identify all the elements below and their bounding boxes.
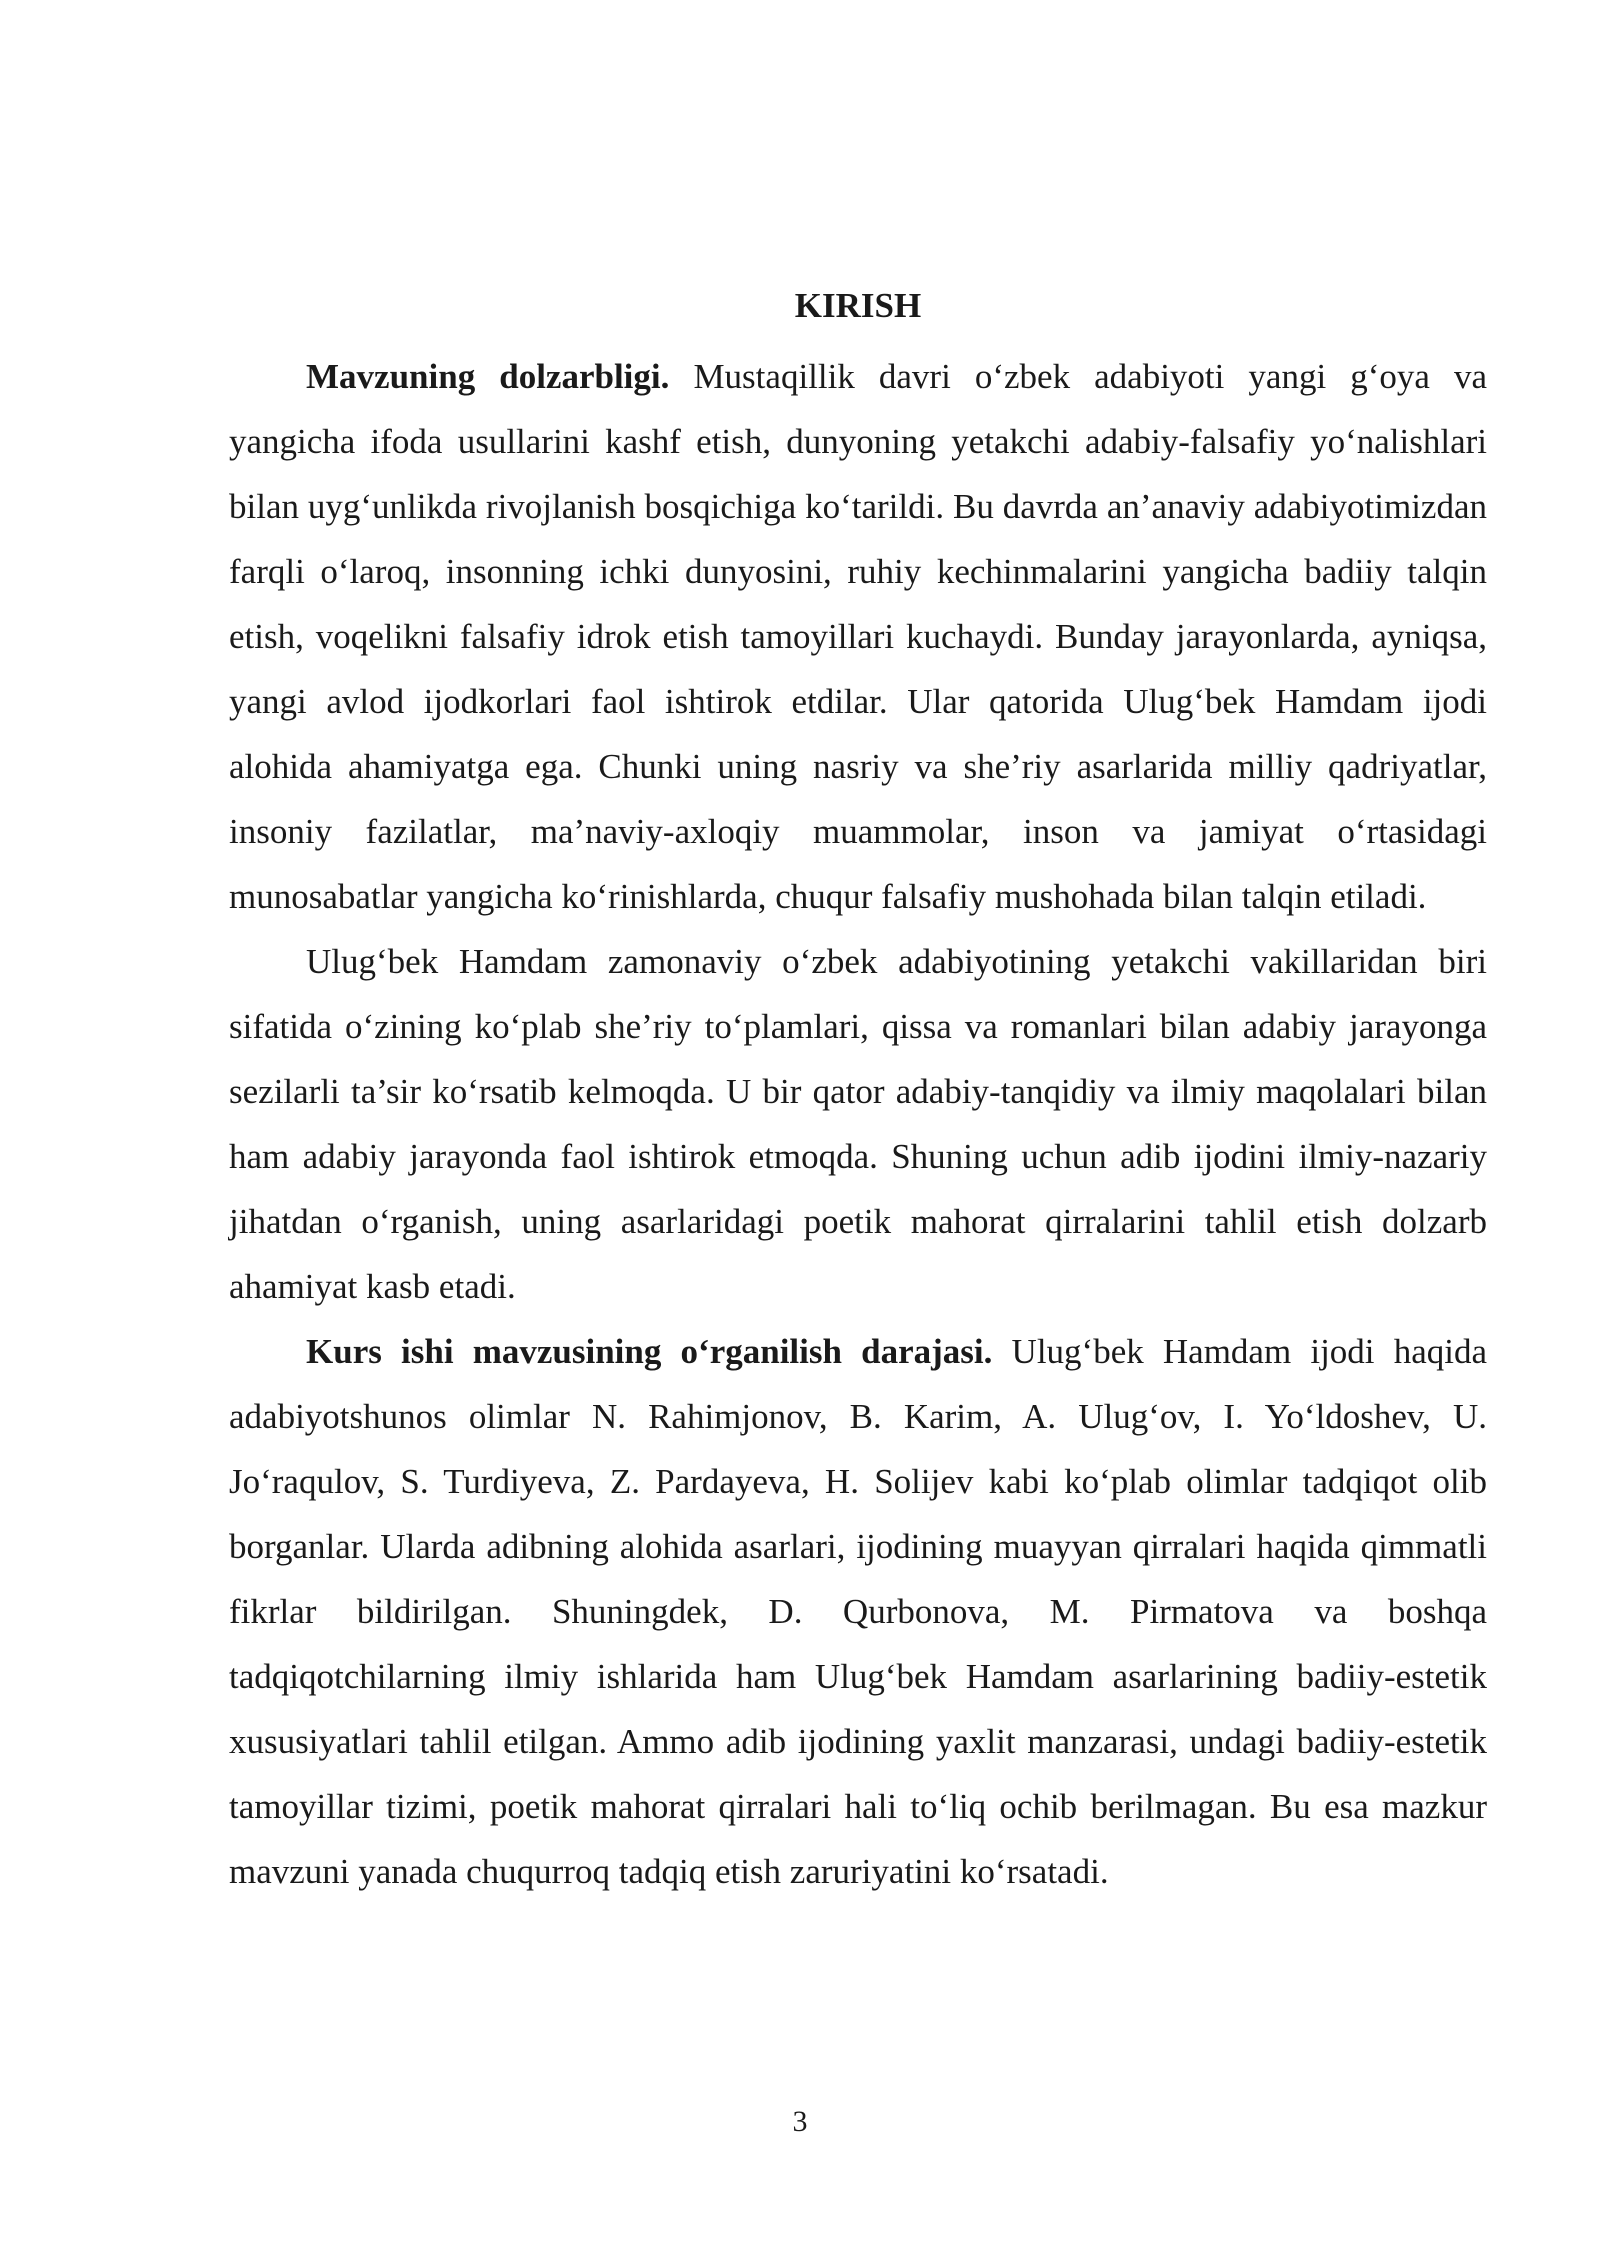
- section-title: KIRISH: [794, 286, 922, 325]
- paragraph-lead: Kurs ishi mavzusining o‘rganilish darajasi.: [306, 1332, 993, 1371]
- paragraph-author: [229, 929, 1487, 1319]
- paragraph-study-level: [229, 1319, 1487, 1904]
- paragraph-text: Ulug‘bek Hamdam zamonaviy o‘zbek adabiyotining yetakchi vakillaridan biri sifatida o‘zining ko‘plab she’riy to‘plamlari, qissa va romanlari bilan adabiy jarayonga sezilarli ta’sir ko‘rsatib kelmoqda. U bir qator adabiy-tanqidiy va ilmiy maqolalari bilan ham adabiy jarayonda faol ishtirok etmoqda. Shuning uchun adib ijodini ilmiy-nazariy jihatdan o‘rganish, uning asarlaridagi poetik mahorat qirralarini tahlil etish dolzarb ahamiyat kasb etadi.: [229, 942, 1487, 1306]
- page-number: 3: [792, 2105, 808, 2138]
- paragraph-lead: Mavzuning dolzarbligi.: [306, 357, 670, 396]
- paragraph-text: Mustaqillik davri o‘zbek adabiyoti yangi g‘oya va yangicha ifoda usullarini kashf etish, dunyoning yetakchi adabiy-falsafiy yo‘nalishlari bilan uyg‘unlikda rivojlanish bosqichiga ko‘tarildi. Bu davrda an’anaviy adabiyotimizdan farqli o‘laroq, insonning ichki dunyosini, ruhiy kechinmalarini yangicha badiiy talqin etish, voqelikni falsafiy idrok etish tamoyillari kuchaydi. Bunday jarayonlarda, ayniqsa, yangi avlod ijodkorlari faol ishtirok etdilar. Ular qatorida Ulug‘bek Hamdam ijodi alohida ahamiyatga ega. Chunki uning nasriy va she’riy asarlarida milliy qadriyatlar, insoniy fazilatlar, ma’naviy-axloqiy muammolar, inson va jamiyat o‘rtasidagi munosabatlar yangicha ko‘rinishlarda, chuqur falsafiy mushohada bilan talqin etiladi.: [229, 357, 1487, 916]
- paragraph-relevance: [229, 344, 1487, 929]
- page-content: [229, 278, 1487, 1904]
- paragraph-text: Ulug‘bek Hamdam ijodi haqida adabiyotshunos olimlar N. Rahimjonov, B. Karim, A. Ulug‘ov, I. Yo‘ldoshev, U. Jo‘raqulov, S. Turdiyeva, Z. Pardayeva, H. Solijev kabi ko‘plab olimlar tadqiqot olib borganlar. Ularda adibning alohida asarlari, ijodining muayyan qirralari haqida qimmatli fikrlar bildirilgan. Shuningdek, D. Qurbonova, M. Pirmatova va boshqa tadqiqotchilarning ilmiy ishlarida ham Ulug‘bek Hamdam asarlarining badiiy-estetik xususiyatlari tahlil etilgan. Ammo adib ijodining yaxlit manzarasi, undagi badiiy-estetik tamoyillar tizimi, poetik mahorat qirralari hali to‘liq ochib berilmagan. Bu esa mazkur mavzuni yanada chuqurroq tadqiq etish zaruriyatini ko‘rsatadi.: [229, 1332, 1487, 1891]
